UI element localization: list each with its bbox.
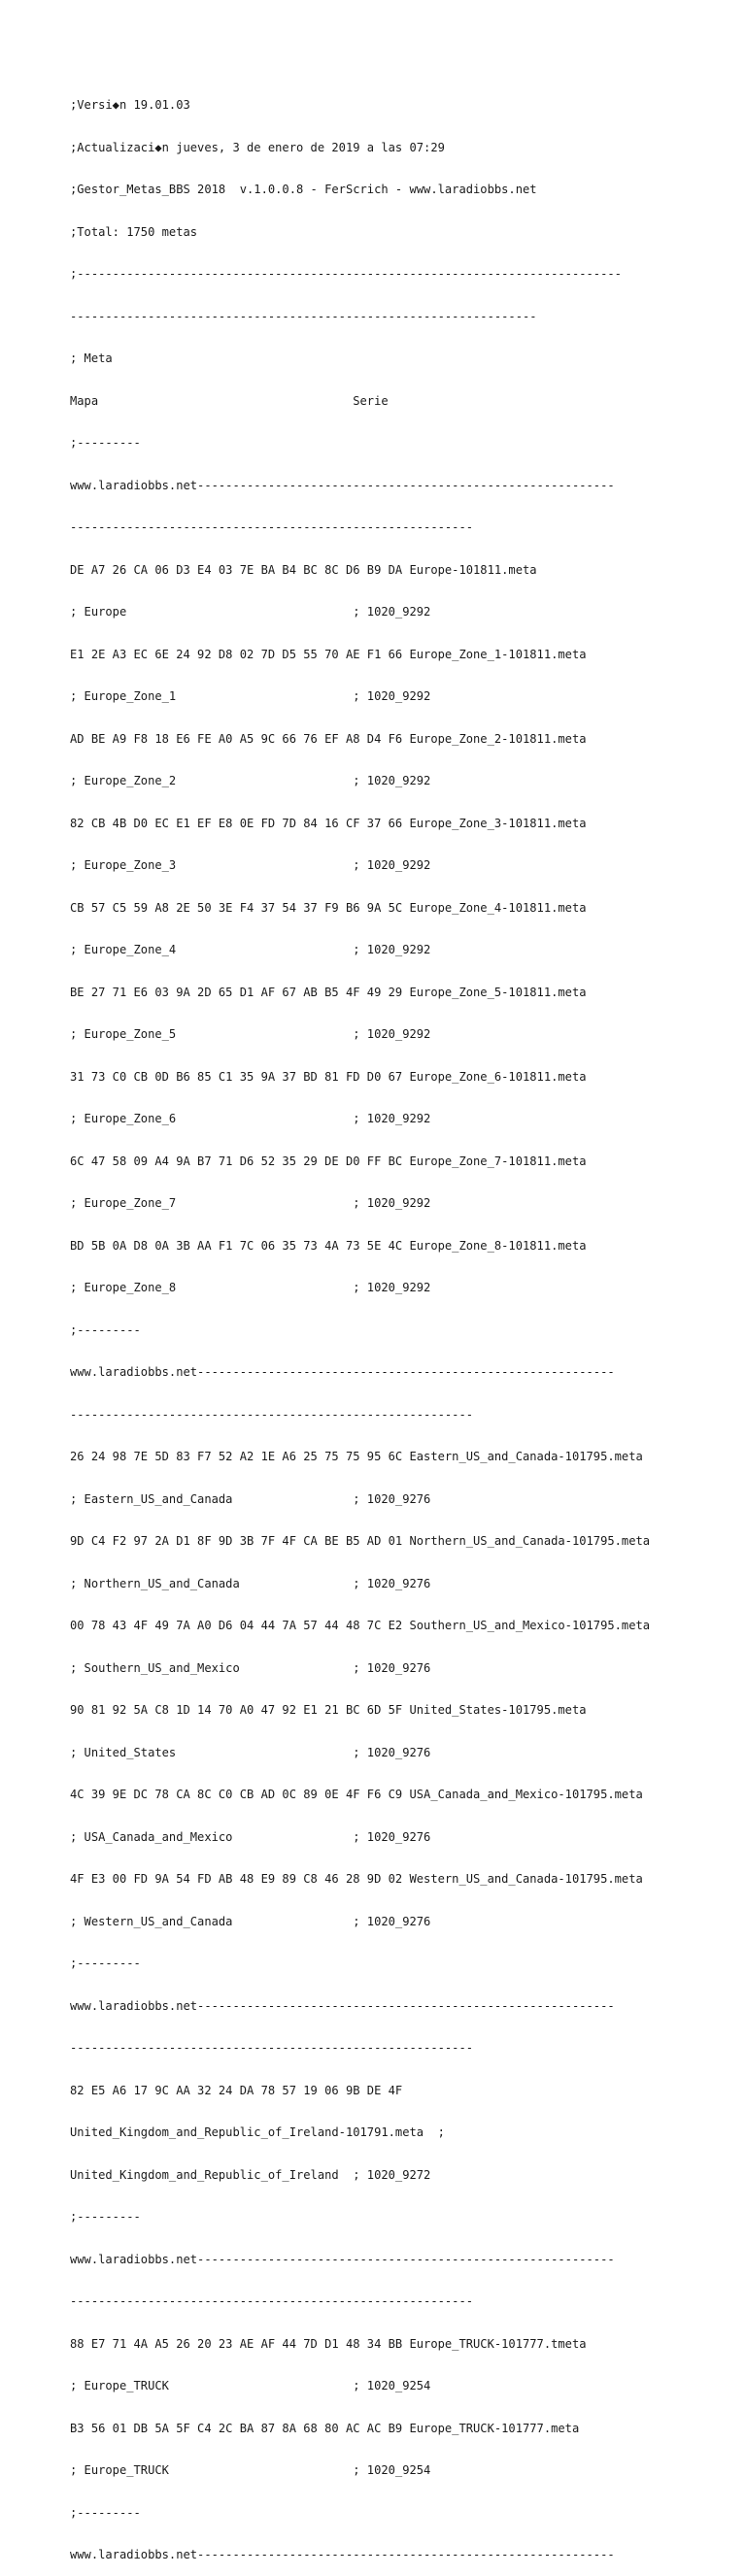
- meta-hash-line: 6C 47 58 09 A4 9A B7 71 D6 52 35 29 DE D0 FF BC Europe_Zone_7-101811.meta: [70, 1154, 587, 1168]
- meta-hash-line: E1 2E A3 EC 6E 24 92 D8 02 7D D5 55 70 AE F1 66 Europe_Zone_1-101811.meta: [70, 647, 587, 661]
- section-separator: ;---------: [70, 436, 141, 450]
- meta-map-serie-line: ; Europe_TRUCK ; 1020_9254: [70, 2463, 431, 2477]
- meta-hash-line: 00 78 43 4F 49 7A A0 D6 04 44 7A 57 44 48 7C E2 Southern_US_and_Mexico-101795.meta: [70, 1619, 651, 1632]
- separator-line: ;-----------------------------------------------------------------------------: [70, 267, 622, 281]
- meta-hash-line: 26 24 98 7E 5D 83 F7 52 A2 1E A6 25 75 75 95 6C Eastern_US_and_Canada-101795.meta: [70, 1450, 643, 1463]
- meta-map-serie-line: ; Europe_TRUCK ; 1020_9254: [70, 2379, 431, 2392]
- meta-hash-line: 88 E7 71 4A A5 26 20 23 AE AF 44 7D D1 48 34 BB Europe_TRUCK-101777.tmeta: [70, 2336, 587, 2351]
- meta-map-serie-line: ; Europe_Zone_1 ; 1020_9292: [70, 689, 431, 703]
- section-separator: ;---------: [70, 2210, 141, 2224]
- meta-hash-line: 90 81 92 5A C8 1D 14 70 A0 47 92 E1 21 BC 6D 5F United_States-101795.meta: [70, 1703, 587, 1717]
- section-header-site: www.laradiobbs.net-----------------------------------------------------------: [70, 1998, 615, 2013]
- meta-hash-line: B3 56 01 DB 5A 5F C4 2C BA 87 8A 68 80 AC AC B9 Europe_TRUCK-101777.meta: [70, 2421, 580, 2435]
- meta-map-serie-line: ; Europe_Zone_4 ; 1020_9292: [70, 943, 431, 956]
- separator-line: ------------------------------------------------------------------: [70, 309, 537, 323]
- meta-hash-line: CB 57 C5 59 A8 2E 50 3E F4 37 54 37 F9 B6 9A 5C Europe_Zone_4-101811.meta: [70, 900, 587, 915]
- meta-hash-line: 31 73 C0 CB 0D B6 85 C1 35 9A 37 BD 81 FD D0 67 Europe_Zone_6-101811.meta: [70, 1069, 587, 1084]
- column-header-map-serie: Mapa Serie: [70, 393, 389, 408]
- separator-line: ---------------------------------------------------------: [70, 520, 474, 534]
- meta-hash-line: AD BE A9 F8 18 E6 FE A0 A5 9C 66 76 EF A8 D4 F6 Europe_Zone_2-101811.meta: [70, 731, 587, 746]
- total-metas-line: ;Total: 1750 metas: [70, 224, 198, 239]
- meta-hash-line: 82 E5 A6 17 9C AA 32 24 DA 78 57 19 06 9B DE 4F: [70, 2083, 403, 2097]
- meta-map-serie-line: ; Europe_Zone_5 ; 1020_9292: [70, 1027, 431, 1041]
- meta-hash-line: BE 27 71 E6 03 9A 2D 65 D1 AF 67 AB B5 4F 49 29 Europe_Zone_5-101811.meta: [70, 985, 587, 999]
- section-separator: ;---------: [70, 2505, 141, 2520]
- meta-map-serie-line: ; Europe_Zone_8 ; 1020_9292: [70, 1281, 431, 1294]
- version-line: ;Versi◆n 19.01.03: [70, 98, 190, 112]
- meta-map-serie-line: ; Western_US_and_Canada ; 1020_9276: [70, 1914, 431, 1928]
- separator-line: ---------------------------------------------------------: [70, 1407, 474, 1422]
- meta-hash-line: 4F E3 00 FD 9A 54 FD AB 48 E9 89 C8 46 28 9D 02 Western_US_and_Canada-101795.meta: [70, 1872, 643, 1886]
- meta-map-serie-line: ; Europe_Zone_2 ; 1020_9292: [70, 774, 431, 787]
- section-separator: ;---------: [70, 1322, 141, 1337]
- meta-hash-line: DE A7 26 CA 06 D3 E4 03 7E BA B4 BC 8C D6 B9 DA Europe-101811.meta: [70, 562, 537, 577]
- section-header-site: www.laradiobbs.net-----------------------------------------------------------: [70, 2252, 615, 2266]
- meta-map-serie-line: United_Kingdom_and_Republic_of_Ireland ; 1020_9272: [70, 2167, 431, 2182]
- meta-map-serie-line: ; Southern_US_and_Mexico ; 1020_9276: [70, 1660, 431, 1675]
- meta-map-serie-line: ; USA_Canada_and_Mexico ; 1020_9276: [70, 1829, 431, 1844]
- section-separator: ;---------: [70, 1957, 141, 1970]
- meta-hash-line: BD 5B 0A D8 0A 3B AA F1 7C 06 35 73 4A 73 5E 4C Europe_Zone_8-101811.meta: [70, 1238, 587, 1253]
- meta-map-serie-line: ; Europe ; 1020_9292: [70, 605, 431, 619]
- meta-hash-line: 9D C4 F2 97 2A D1 8F 9D 3B 7F 4F CA BE B5 AD 01 Northern_US_and_Canada-101795.meta: [70, 1534, 651, 1548]
- column-header-meta: ; Meta: [70, 351, 113, 365]
- meta-map-serie-line: ; Eastern_US_and_Canada ; 1020_9276: [70, 1491, 431, 1506]
- document-text-body: [70, 70, 692, 2576]
- section-header-site: www.laradiobbs.net-----------------------------------------------------------: [70, 478, 615, 492]
- meta-map-serie-line: ; Europe_Zone_3 ; 1020_9292: [70, 858, 431, 872]
- meta-map-serie-line: ; Europe_Zone_7 ; 1020_9292: [70, 1196, 431, 1210]
- section-header-site: www.laradiobbs.net-----------------------------------------------------------: [70, 1365, 615, 1379]
- meta-filename-line: United_Kingdom_and_Republic_of_Ireland-101791.meta ;: [70, 2125, 445, 2139]
- section-header-site: www.laradiobbs.net-----------------------------------------------------------: [70, 2548, 615, 2561]
- meta-map-serie-line: ; United_States ; 1020_9276: [70, 1745, 431, 1759]
- meta-map-serie-line: ; Northern_US_and_Canada ; 1020_9276: [70, 1576, 431, 1590]
- generator-line: ;Gestor_Metas_BBS 2018 v.1.0.0.8 - FerScrich - www.laradiobbs.net: [70, 183, 537, 196]
- update-date-line: ;Actualizaci◆n jueves, 3 de enero de 2019 a las 07:29: [70, 140, 445, 154]
- meta-map-serie-line: ; Europe_Zone_6 ; 1020_9292: [70, 1112, 431, 1125]
- separator-line: ---------------------------------------------------------: [70, 2294, 474, 2308]
- meta-hash-line: 4C 39 9E DC 78 CA 8C C0 CB AD 0C 89 0E 4F F6 C9 USA_Canada_and_Mexico-101795.meta: [70, 1788, 643, 1801]
- meta-hash-line: 82 CB 4B D0 EC E1 EF E8 0E FD 7D 84 16 CF 37 66 Europe_Zone_3-101811.meta: [70, 816, 587, 830]
- separator-line: ---------------------------------------------------------: [70, 2041, 474, 2055]
